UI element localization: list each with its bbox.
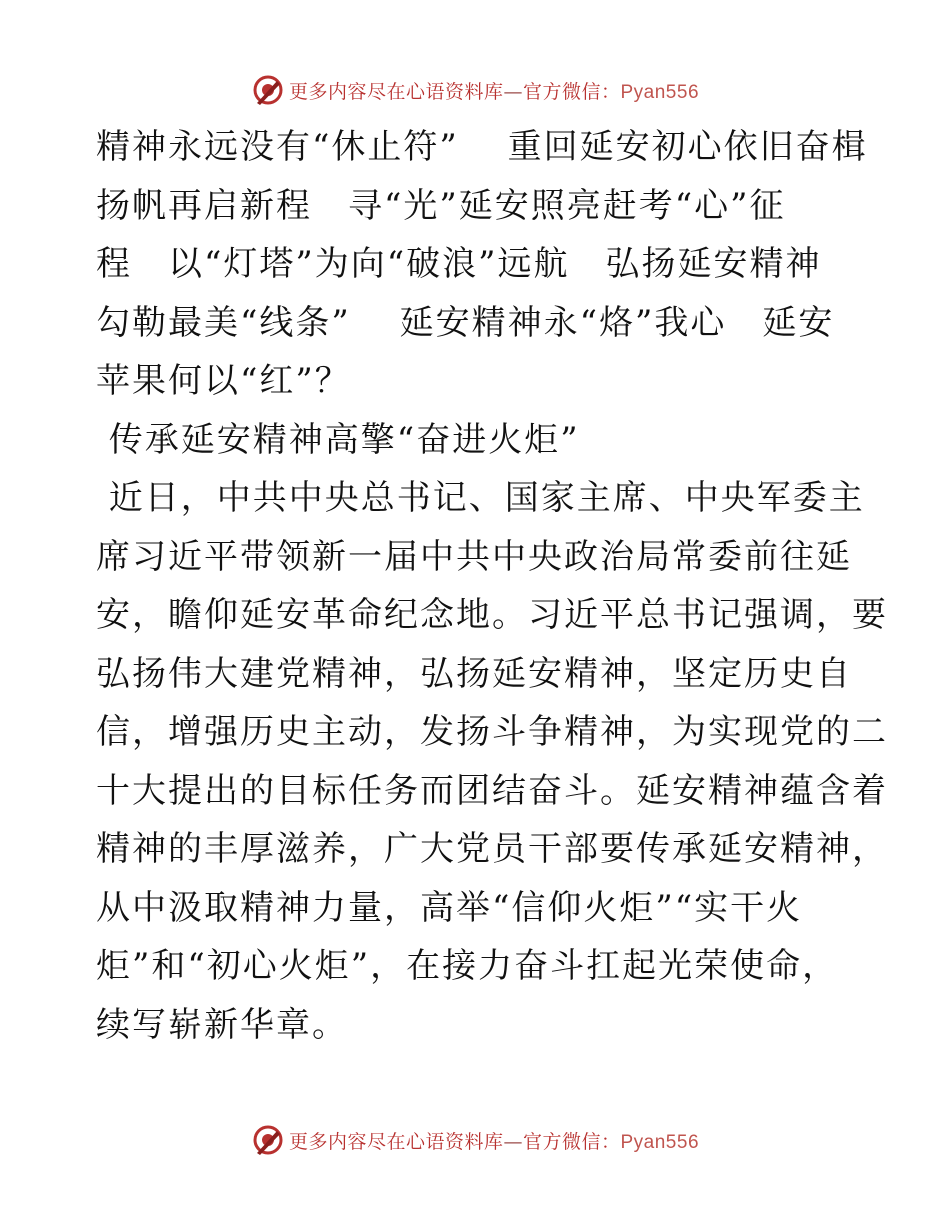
text-line: 十大提出的目标任务而团结奋斗。延安精神蕴含着 — [96, 770, 888, 811]
text-line: 勾勒最美“线条” 延安精神永“烙”我心 延安 — [96, 302, 835, 343]
banner-text — [289, 1127, 699, 1154]
banner-wechat-prefix: 官方微信： — [522, 80, 621, 103]
text-line: 精神永远没有“休止符” 重回延安初心依旧奋楫 — [96, 127, 868, 167]
banner-wechat-id: Pyan556 — [620, 1131, 700, 1153]
header-watermark-banner — [0, 70, 950, 110]
text-line: 炬”和“初心火炬”，在接力奋斗扛起光荣使命， — [96, 946, 839, 986]
tag-paragraph — [96, 118, 868, 411]
text-line: 安，瞻仰延安革命纪念地。习近平总书记强调，要 — [96, 595, 888, 635]
text-line: 从中汲取精神力量，高举“信仰火炬”“实干火 — [96, 887, 803, 928]
text-line: 席习近平带领新一届中共中央政治局常委前往延 — [96, 536, 852, 577]
banner-main: 更多内容尽在心语资料库 — [288, 1130, 504, 1153]
text-line: 弘扬伟大建党精神，弘扬延安精神，坚定历史自 — [96, 653, 852, 694]
banner-wechat-id: Pyan556 — [620, 81, 700, 103]
text-line: 精神的丰厚滋养，广大党员干部要传承延安精神， — [96, 829, 888, 869]
banner-main: 更多内容尽在心语资料库 — [288, 80, 504, 103]
document-body — [96, 118, 888, 1054]
text-line: 续写崭新华章。 — [96, 1004, 348, 1045]
text-line: 苹果何以“红”？ — [96, 361, 351, 401]
pen-logo-icon — [251, 1123, 285, 1157]
banner-separator: — — [503, 80, 523, 103]
footer-watermark-banner — [0, 1120, 950, 1160]
banner-separator: — — [503, 1130, 523, 1153]
text-line: 程 以“灯塔”为向“破浪”远航 弘扬延安精神 — [96, 244, 822, 284]
text-line: 信，增强历史主动，发扬斗争精神，为实现党的二 — [96, 712, 888, 752]
banner-wechat-prefix: 官方微信： — [522, 1130, 621, 1153]
text-line: 扬帆再启新程 寻“光”延安照亮赶考“心”征 — [96, 185, 786, 226]
text-line: 近日，中共中央总书记、国家主席、中央军委主 — [96, 478, 865, 518]
section-heading: 传承延安精神高擎“奋进火炬” — [96, 419, 580, 460]
pen-logo-icon — [251, 73, 285, 107]
body-paragraph — [96, 469, 888, 1054]
banner-text — [289, 77, 699, 104]
